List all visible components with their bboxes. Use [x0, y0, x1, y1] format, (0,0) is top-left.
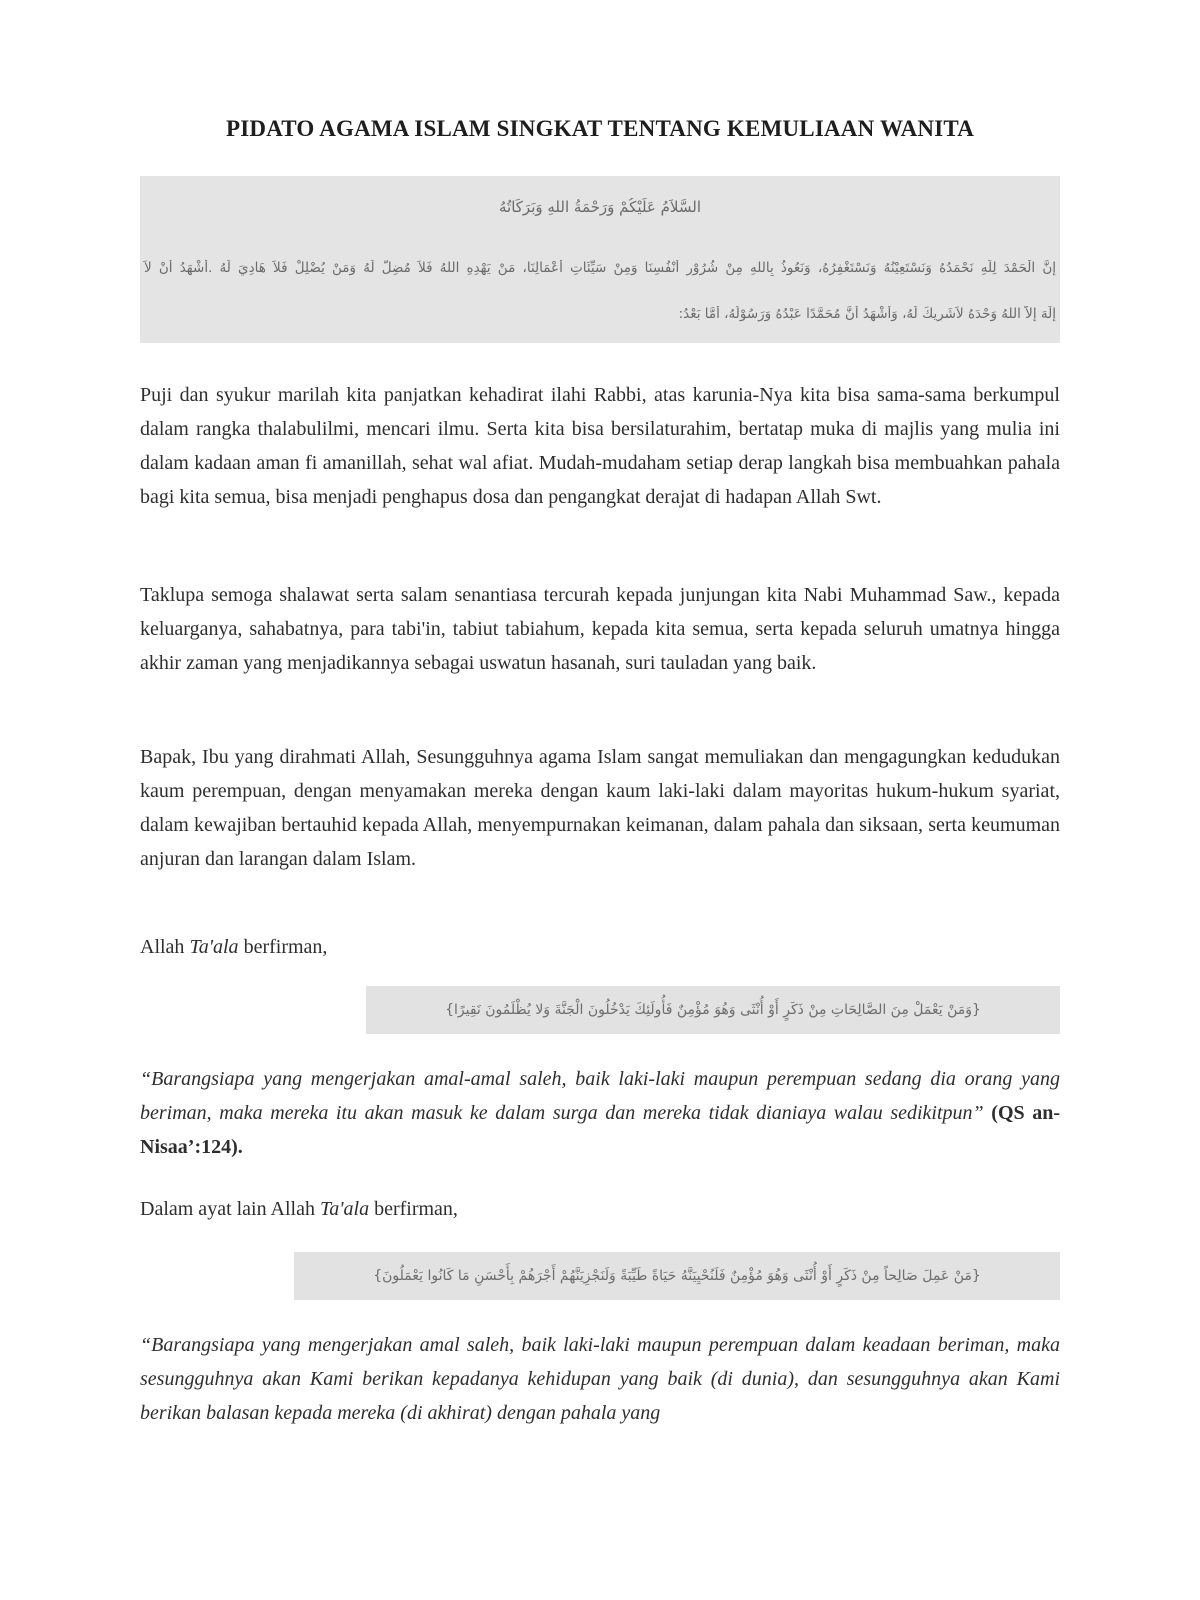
translation-2	[140, 1328, 1060, 1430]
opening-arabic-box	[140, 176, 1060, 343]
verse-intro-2-before: Dalam ayat lain Allah	[140, 1198, 320, 1220]
page-title: PIDATO AGAMA ISLAM SINGKAT TENTANG KEMULIAAN WANITA	[225, 116, 975, 141]
verse-intro-1-italic: Ta'ala	[189, 936, 239, 958]
verse-intro-2-after: berfirman,	[369, 1198, 458, 1220]
verse-intro-2-italic: Ta'ala	[319, 1198, 370, 1220]
translation-2-text: “Barangsiapa yang mengerjakan amal saleh, baik laki-laki maupun perempuan dalam keadaan beriman, maka sesungguhnya akan Kami berikan kepadanya kehidupan yang baik (di dunia), dan sesungguhnya akan Kami berikan balasan kepada mereka (di akhirat) dengan pahala yang	[140, 1334, 1060, 1424]
verse-intro-1-after: berfirman,	[238, 936, 328, 958]
translation-1-text: “Barangsiapa yang mengerjakan amal-amal saleh, baik laki-laki maupun perempuan sedang dia orang yang beriman, maka mereka itu akan masuk ke dalam surga dan mereka tidak dianiaya walau sedikitpun”	[140, 1068, 1060, 1124]
verse-intro-2	[140, 1192, 1060, 1226]
khutbah-line-1: إِنَّ الْحَمْدَ لِلَّهِ نَحْمَدُهُ وَنَسْتَعِيْنُهُ وَنَسْتَغْفِرُهُ، وَنَعُوذُ بِاللهِ مِنْ شُرُوْرِ أَنْفُسِنَا وَمِنْ سَيِّئَاتِ أَعْمَالِنَا، مَنْ يَهْدِهِ اللهُ فَلاَ مُضِلَّ لَهُ وَمَنْ يُضْلِلْ فَلاَ هَادِيَ لَهُ .أَشْهَدُ أَنْ لاَ	[144, 260, 1056, 276]
translation-1-reference: (QS an-Nisaa’:124).	[140, 1102, 1061, 1158]
paragraph-shalawat: Taklupa semoga shalawat serta salam senantiasa tercurah kepada junjungan kita Nabi Muhammad Saw., kepada keluarganya, sahabatnya, para tabi'in, tabiut tabiahum, kepada kita semua, serta kepada seluruh umatnya hingga akhir zaman yang menjadikannya sebagai uswatun hasanah, suri tauladan yang baik.	[140, 584, 1060, 674]
verse-intro-1-before: Allah	[140, 936, 190, 958]
paragraph-islam-honors-women: Bapak, Ibu yang dirahmati Allah, Sesungguhnya agama Islam sangat memuliakan dan mengagungkan kedudukan kaum perempuan, dengan menyamakan mereka dengan kaum laki-laki dalam mayoritas hukum-hukum syariat, dalam kewajiban bertauhid kepada Allah, menyempurnakan keimanan, dalam pahala dan siksaan, serta keumuman anjuran dan larangan dalam Islam.	[140, 746, 1060, 870]
paragraph-opening-praise: Puji dan syukur marilah kita panjatkan kehadirat ilahi Rabbi, atas karunia-Nya kita bisa sama-sama berkumpul dalam rangka thalabulilmi, mencari ilmu. Serta kita bisa bersilaturahim, bertatap muka di majlis yang mulia ini dalam kadaan aman fi amanillah, sehat wal afiat. Mudah-mudaham setiap derap langkah bisa membuahkan pahala bagi kita semua, bisa menjadi penghapus dosa dan pengangkat derajat di hadapan Allah Swt.	[140, 384, 1060, 508]
translation-1	[140, 1062, 1060, 1164]
quran-verse-2: {مَنْ عَمِلَ صَالِحاً مِنْ ذَكَرٍ أَوْ أُنْثَى وَهُوَ مُؤْمِنٌ فَلَنُحْيِيَنَّهُ حَيَاةً طَيِّبَةً وَلَنَجْزِيَنَّهُمْ أَجْرَهُمْ بِأَحْسَنِ مَا كَانُوا يَعْمَلُونَ}	[294, 1252, 1060, 1300]
verse-intro-1	[140, 930, 1060, 964]
salam-greeting: السَّلاَمُ عَلَيْكُمْ وَرَحْمَةُ اللهِ وَبَرَكَاتُهُ	[499, 198, 701, 216]
khutbah-line-2: إِلَهَ إِلاَّ اللهُ وَحْدَهُ لاَشَرِيكَ لَهُ، وَأَشْهَدُ أَنَّ مُحَمَّدًا عَبْدُهُ وَرَسُوْلُهُ، أَمَّا بَعْدُ:	[678, 306, 1056, 322]
quran-verse-1: {وَمَنْ يَعْمَلْ مِنَ الصَّالِحَاتِ مِنْ ذَكَرٍ أَوْ أُنْثَى وَهُوَ مُؤْمِنٌ فَأُولَئِكَ يَدْخُلُونَ الْجَنَّةَ وَلا يُظْلَمُونَ نَقِيرًا}	[366, 986, 1060, 1034]
